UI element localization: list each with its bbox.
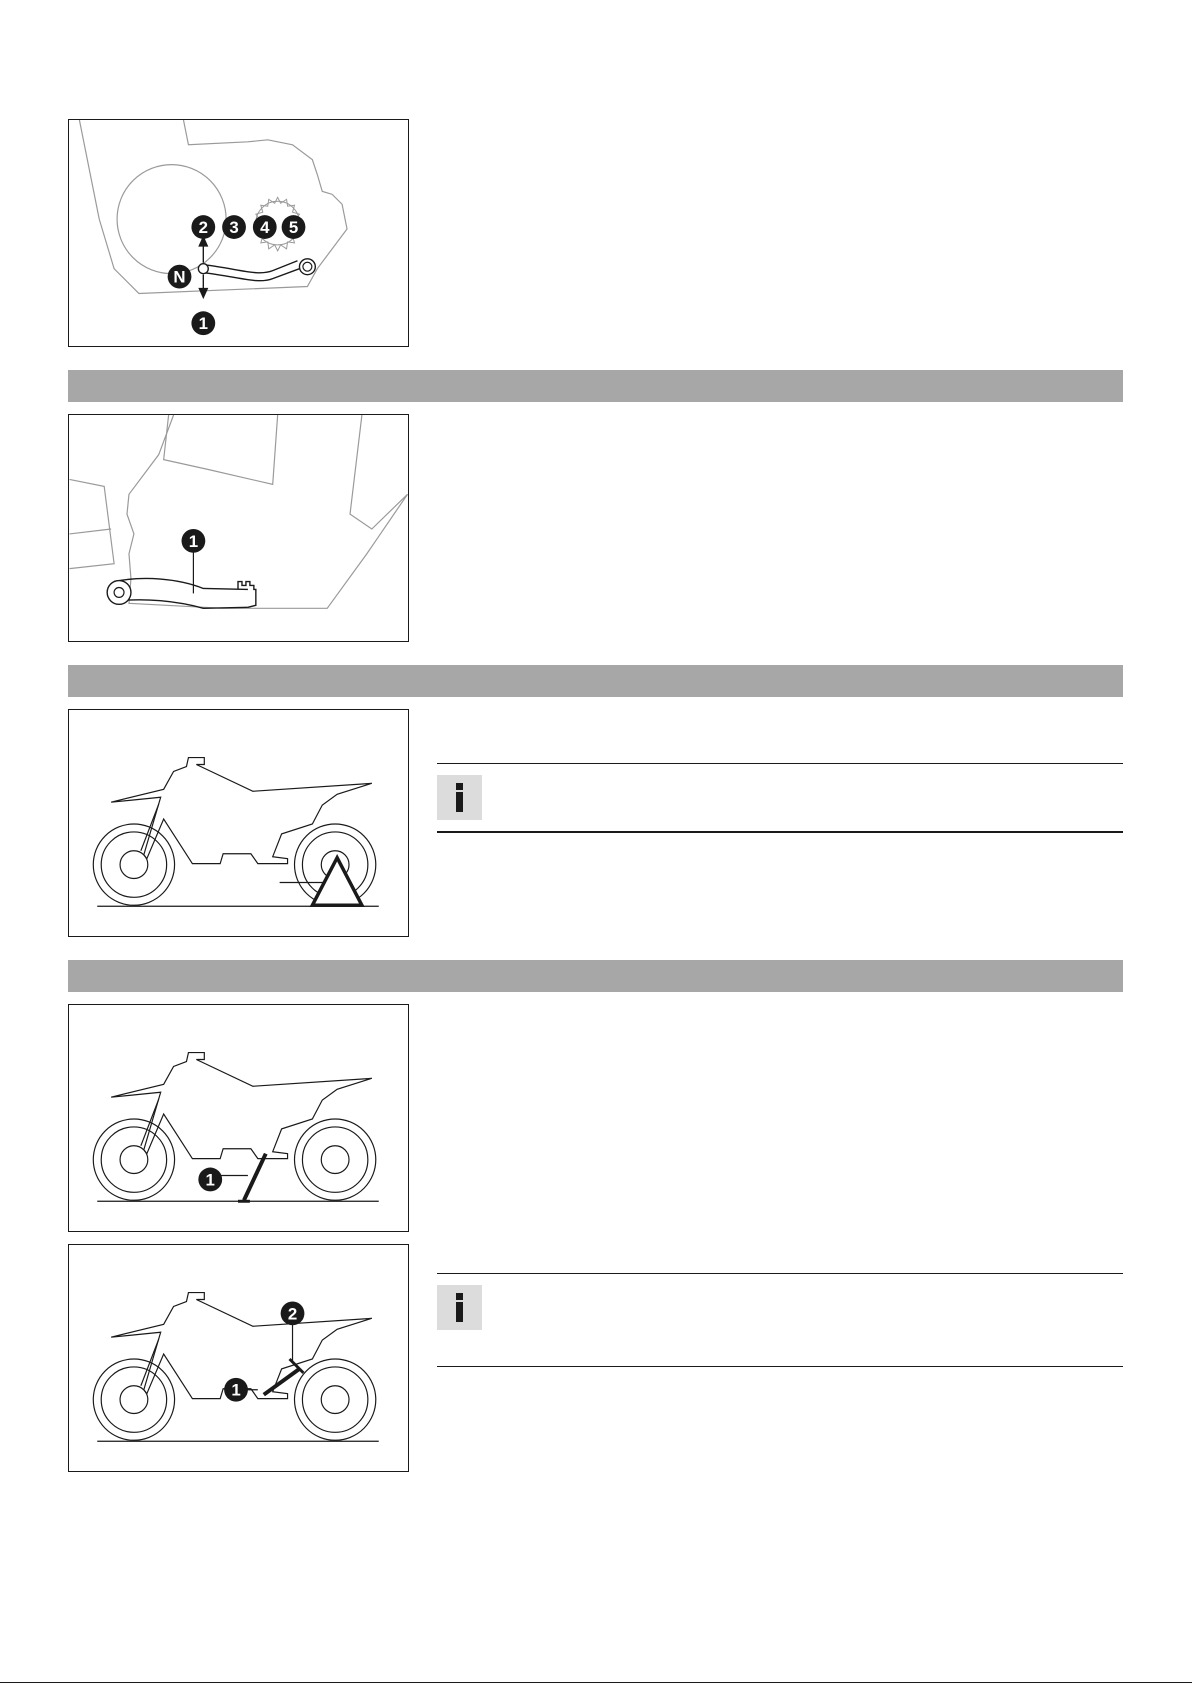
shift-lever-lower-edge <box>203 269 299 281</box>
info-icon <box>437 1285 482 1330</box>
kick-pedal-foot <box>238 582 256 608</box>
figure-gear-shift-pattern <box>68 119 409 347</box>
callout-gear-3 <box>222 215 246 239</box>
side-stand-down-illustration <box>69 1005 408 1231</box>
motorcycle-warning-illustration <box>69 710 408 936</box>
svg-text:N: N <box>173 267 186 287</box>
svg-text:1: 1 <box>188 531 199 551</box>
svg-text:1: 1 <box>198 314 208 334</box>
figure-kick-starter <box>68 414 409 642</box>
svg-text:5: 5 <box>288 218 299 237</box>
info-box-top-rule <box>437 763 1123 764</box>
gear-shift-illustration <box>69 120 408 346</box>
engine-outline <box>69 415 407 608</box>
info-box-bottom-rule <box>437 831 1123 833</box>
side-stand-icon <box>238 1154 266 1202</box>
svg-text:1: 1 <box>205 1170 215 1190</box>
shift-lever-upper-edge <box>203 261 297 273</box>
kick-starter-illustration <box>69 415 408 641</box>
svg-text:1: 1 <box>231 1380 241 1400</box>
section-header-bar-1 <box>68 370 1123 402</box>
callout-gear-2 <box>191 215 215 239</box>
callout-gear-4 <box>253 215 277 239</box>
svg-text:2: 2 <box>287 1304 298 1324</box>
svg-text:2: 2 <box>198 218 208 237</box>
side-stand-up-illustration <box>69 1245 408 1471</box>
info-box-2-bottom-rule <box>437 1366 1123 1367</box>
info-box-icon-bg <box>437 775 482 820</box>
motorcycle-outline <box>93 1293 378 1442</box>
info-box-2-top-rule <box>437 1273 1123 1274</box>
page-footer-rule <box>0 1682 1192 1683</box>
callout-neutral <box>168 265 192 289</box>
figure-motorcycle-warning <box>68 709 409 937</box>
section-header-bar-3 <box>68 960 1123 992</box>
figure-side-stand-down <box>68 1004 409 1232</box>
callout-side-stand <box>224 1378 248 1402</box>
callout-kick-starter <box>182 529 206 553</box>
callout-gear-5 <box>282 215 306 239</box>
callout-side-stand <box>198 1168 222 1192</box>
info-icon <box>437 775 482 820</box>
shift-lever-pivot <box>198 264 208 274</box>
callout-gear-1 <box>191 311 215 335</box>
svg-text:4: 4 <box>260 218 270 237</box>
section-header-bar-2 <box>68 665 1123 697</box>
motorcycle-outline <box>93 1053 378 1202</box>
callout-spring <box>281 1302 305 1326</box>
warning-triangle-icon <box>312 858 362 906</box>
kick-lever-upper-edge <box>114 578 248 589</box>
figure-side-stand-up <box>68 1244 409 1472</box>
svg-text:3: 3 <box>229 218 239 237</box>
info-box-2-icon-bg <box>437 1285 482 1330</box>
